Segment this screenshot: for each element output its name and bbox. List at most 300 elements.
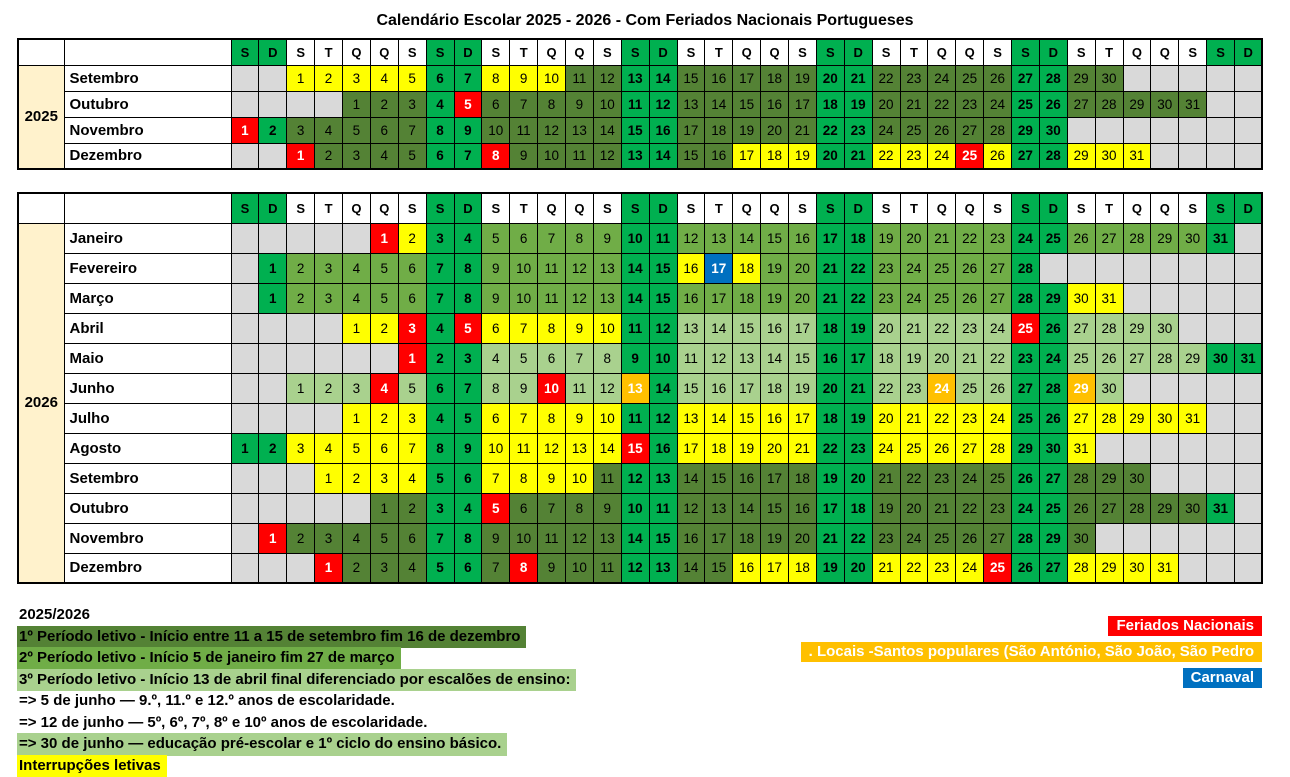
day-cell: 2 — [398, 223, 426, 253]
day-cell: 23 — [872, 283, 900, 313]
day-cell: 27 — [1095, 493, 1123, 523]
weekday-header-cell: D — [259, 193, 287, 223]
weekday-header-cell: Q — [733, 39, 761, 65]
day-cell: 9 — [621, 343, 649, 373]
weekday-header-cell: Q — [928, 193, 956, 223]
weekday-header-cell: S — [1012, 193, 1040, 223]
day-cell: 22 — [928, 313, 956, 343]
day-cell: 30 — [1095, 65, 1123, 91]
month-label: Janeiro — [64, 223, 231, 253]
day-cell: 24 — [900, 253, 928, 283]
day-cell: 23 — [900, 143, 928, 169]
day-cell: 15 — [621, 117, 649, 143]
day-cell: 21 — [789, 433, 817, 463]
day-cell: 19 — [872, 493, 900, 523]
day-cell: 18 — [872, 343, 900, 373]
day-cell: 17 — [677, 433, 705, 463]
day-cell: 12 — [593, 143, 621, 169]
day-cell: 8 — [482, 65, 510, 91]
empty-cell — [1151, 143, 1179, 169]
month-row — [18, 493, 1262, 523]
day-cell: 24 — [872, 117, 900, 143]
legend-line-label: => 12 de junho — 5º, 6º, 7º, 8º e 10º anos de escolaridade. — [17, 712, 433, 735]
weekday-header-cell: S — [426, 193, 454, 223]
page-title: Calendário Escolar 2025 - 2026 - Com Feriados Nacionais Portugueses — [0, 0, 1290, 30]
day-cell: 3 — [343, 373, 371, 403]
day-cell: 7 — [482, 463, 510, 493]
day-cell: 22 — [816, 433, 844, 463]
corner-spacer — [18, 193, 64, 223]
day-cell: 23 — [872, 253, 900, 283]
empty-cell — [259, 65, 287, 91]
day-cell: 27 — [1039, 553, 1067, 583]
day-cell: 3 — [454, 343, 482, 373]
empty-cell — [1039, 253, 1067, 283]
day-cell: 13 — [705, 223, 733, 253]
weekday-header-cell: Q — [733, 193, 761, 223]
legend-line — [17, 712, 1290, 734]
weekday-header-cell: S — [872, 193, 900, 223]
day-cell: 28 — [1095, 403, 1123, 433]
day-cell: 13 — [705, 493, 733, 523]
day-cell: 16 — [733, 463, 761, 493]
empty-cell — [259, 143, 287, 169]
month-row — [18, 283, 1262, 313]
day-cell: 7 — [454, 65, 482, 91]
day-cell: 25 — [1012, 403, 1040, 433]
day-cell: 2 — [426, 343, 454, 373]
day-cell: 1 — [370, 493, 398, 523]
day-cell: 6 — [538, 343, 566, 373]
corner-spacer — [18, 39, 64, 65]
month-label: Outubro — [64, 493, 231, 523]
day-cell: 3 — [315, 523, 343, 553]
day-cell: 14 — [621, 523, 649, 553]
day-cell: 23 — [956, 91, 984, 117]
day-cell: 29 — [1012, 433, 1040, 463]
day-cell: 27 — [1012, 65, 1040, 91]
day-cell: 17 — [789, 403, 817, 433]
day-cell: 16 — [789, 223, 817, 253]
day-cell: 14 — [705, 403, 733, 433]
empty-cell — [1207, 253, 1235, 283]
day-cell: 30 — [1095, 143, 1123, 169]
day-cell: 16 — [761, 403, 789, 433]
weekday-header-cell: S — [872, 39, 900, 65]
day-cell: 19 — [761, 283, 789, 313]
day-cell: 27 — [1012, 373, 1040, 403]
month-label: Novembro — [64, 523, 231, 553]
day-cell: 16 — [677, 253, 705, 283]
empty-cell — [1095, 117, 1123, 143]
day-cell: 23 — [984, 493, 1012, 523]
day-cell: 18 — [789, 463, 817, 493]
day-cell: 6 — [482, 313, 510, 343]
empty-cell — [1179, 283, 1207, 313]
day-cell: 7 — [454, 143, 482, 169]
day-cell: 18 — [844, 493, 872, 523]
empty-cell — [343, 493, 371, 523]
day-cell: 11 — [593, 463, 621, 493]
day-cell: 2 — [287, 253, 315, 283]
day-cell: 22 — [816, 117, 844, 143]
month-label: Julho — [64, 403, 231, 433]
day-cell: 30 — [1123, 553, 1151, 583]
day-cell: 7 — [510, 91, 538, 117]
empty-cell — [1179, 373, 1207, 403]
day-cell: 18 — [816, 313, 844, 343]
legend-line-label: Interrupções letivas — [17, 755, 167, 777]
day-cell: 20 — [761, 117, 789, 143]
day-cell: 8 — [454, 283, 482, 313]
day-cell: 21 — [928, 223, 956, 253]
day-cell: 4 — [398, 463, 426, 493]
weekday-header-cell: S — [1012, 39, 1040, 65]
weekday-header-cell: S — [1179, 39, 1207, 65]
month-label: Outubro — [64, 91, 231, 117]
day-cell: 10 — [566, 463, 594, 493]
calendar-table-2026 — [17, 192, 1263, 584]
day-cell: 13 — [593, 523, 621, 553]
month-row — [18, 313, 1262, 343]
day-cell: 14 — [677, 463, 705, 493]
weekday-header-cell: Q — [343, 193, 371, 223]
day-cell: 18 — [733, 523, 761, 553]
weekday-header-cell: S — [1067, 39, 1095, 65]
day-cell: 27 — [956, 117, 984, 143]
weekday-header-cell: S — [287, 39, 315, 65]
day-cell: 15 — [705, 553, 733, 583]
day-cell: 25 — [1012, 313, 1040, 343]
day-cell: 10 — [510, 523, 538, 553]
day-cell: 26 — [1012, 553, 1040, 583]
day-cell: 20 — [872, 313, 900, 343]
day-cell: 24 — [900, 283, 928, 313]
day-cell: 25 — [984, 463, 1012, 493]
empty-cell — [1207, 283, 1235, 313]
day-cell: 19 — [900, 343, 928, 373]
day-cell: 13 — [621, 143, 649, 169]
day-cell: 15 — [761, 493, 789, 523]
day-cell: 20 — [789, 523, 817, 553]
day-cell: 19 — [789, 65, 817, 91]
day-cell: 22 — [844, 253, 872, 283]
day-cell: 28 — [1039, 65, 1067, 91]
empty-cell — [315, 343, 343, 373]
day-cell: 4 — [482, 343, 510, 373]
day-cell: 9 — [566, 403, 594, 433]
day-cell: 11 — [510, 433, 538, 463]
empty-cell — [1151, 463, 1179, 493]
day-cell: 13 — [593, 283, 621, 313]
day-cell: 23 — [928, 553, 956, 583]
day-cell: 24 — [928, 65, 956, 91]
weekday-header-cell: S — [816, 39, 844, 65]
day-cell: 9 — [482, 253, 510, 283]
day-cell: 12 — [566, 253, 594, 283]
month-row — [18, 117, 1262, 143]
empty-cell — [1123, 433, 1151, 463]
empty-cell — [1235, 223, 1263, 253]
day-cell: 2 — [315, 373, 343, 403]
day-cell: 17 — [733, 143, 761, 169]
day-cell: 1 — [370, 223, 398, 253]
empty-cell — [1235, 117, 1263, 143]
year-label: 2025 — [18, 65, 64, 169]
day-cell: 2 — [315, 143, 343, 169]
day-cell: 29 — [1151, 493, 1179, 523]
day-cell: 27 — [984, 283, 1012, 313]
day-cell: 29 — [1067, 143, 1095, 169]
empty-cell — [1123, 523, 1151, 553]
day-cell: 12 — [649, 91, 677, 117]
empty-cell — [1235, 253, 1263, 283]
day-cell: 22 — [928, 403, 956, 433]
empty-cell — [1235, 373, 1263, 403]
empty-cell — [1235, 403, 1263, 433]
day-cell: 12 — [538, 433, 566, 463]
empty-cell — [343, 343, 371, 373]
day-cell: 18 — [761, 143, 789, 169]
weekday-header-cell: S — [1067, 193, 1095, 223]
empty-cell — [1179, 463, 1207, 493]
day-cell: 26 — [956, 283, 984, 313]
weekday-header-cell: S — [231, 193, 259, 223]
day-cell: 6 — [454, 553, 482, 583]
day-cell: 21 — [844, 143, 872, 169]
day-cell: 29 — [1123, 403, 1151, 433]
weekday-header-cell: Q — [761, 193, 789, 223]
day-cell: 17 — [705, 253, 733, 283]
day-cell: 4 — [315, 117, 343, 143]
day-cell: 27 — [1067, 403, 1095, 433]
day-cell: 26 — [984, 65, 1012, 91]
day-cell: 20 — [761, 433, 789, 463]
day-cell: 29 — [1012, 117, 1040, 143]
day-cell: 9 — [454, 433, 482, 463]
weekday-header-cell: Q — [343, 39, 371, 65]
weekday-header-cell: D — [454, 39, 482, 65]
day-cell: 15 — [761, 223, 789, 253]
day-cell: 29 — [1039, 283, 1067, 313]
day-cell: 19 — [872, 223, 900, 253]
day-cell: 21 — [816, 253, 844, 283]
weekday-header-cell: T — [1095, 193, 1123, 223]
day-cell: 1 — [287, 65, 315, 91]
month-row — [18, 433, 1262, 463]
month-label: Abril — [64, 313, 231, 343]
calendar-table-2025 — [17, 38, 1263, 170]
empty-cell — [315, 403, 343, 433]
empty-cell — [287, 553, 315, 583]
day-cell: 16 — [705, 373, 733, 403]
day-cell: 9 — [538, 463, 566, 493]
weekday-header-cell: S — [984, 39, 1012, 65]
day-cell: 6 — [426, 143, 454, 169]
day-cell: 31 — [1067, 433, 1095, 463]
day-cell: 2 — [287, 283, 315, 313]
day-cell: 4 — [343, 523, 371, 553]
year-label: 2026 — [18, 223, 64, 583]
empty-cell — [1151, 65, 1179, 91]
day-cell: 25 — [956, 143, 984, 169]
day-cell: 15 — [649, 283, 677, 313]
weekday-header-cell: S — [621, 39, 649, 65]
empty-cell — [1179, 117, 1207, 143]
empty-cell — [231, 143, 259, 169]
day-cell: 10 — [593, 91, 621, 117]
weekday-header-cell: S — [398, 39, 426, 65]
weekday-header-cell: D — [649, 193, 677, 223]
weekday-header-cell: Q — [370, 193, 398, 223]
day-cell: 17 — [789, 91, 817, 117]
legend-line-label: 1º Período letivo - Início entre 11 a 15 de setembro fim 16 de dezembro — [17, 626, 526, 649]
legend-right — [34, 616, 1262, 694]
weekday-header-cell: Q — [566, 193, 594, 223]
day-cell: 26 — [1039, 91, 1067, 117]
empty-cell — [231, 343, 259, 373]
weekday-header-cell: T — [900, 193, 928, 223]
day-cell: 24 — [928, 143, 956, 169]
day-cell: 30 — [1067, 283, 1095, 313]
day-cell: 5 — [398, 143, 426, 169]
weekday-header-cell: S — [1179, 193, 1207, 223]
day-cell: 17 — [816, 223, 844, 253]
day-cell: 29 — [1123, 313, 1151, 343]
empty-cell — [1123, 65, 1151, 91]
day-cell: 20 — [816, 65, 844, 91]
day-cell: 29 — [1039, 523, 1067, 553]
weekday-header-cell: T — [510, 39, 538, 65]
day-cell: 1 — [259, 253, 287, 283]
day-cell: 24 — [1012, 223, 1040, 253]
empty-cell — [1207, 313, 1235, 343]
empty-cell — [315, 223, 343, 253]
day-cell: 5 — [370, 283, 398, 313]
day-cell: 16 — [677, 283, 705, 313]
day-cell: 2 — [398, 493, 426, 523]
day-cell: 8 — [538, 313, 566, 343]
weekday-header-cell: S — [677, 193, 705, 223]
day-cell: 17 — [844, 343, 872, 373]
empty-cell — [1235, 553, 1263, 583]
day-cell: 4 — [426, 313, 454, 343]
day-cell: 19 — [816, 463, 844, 493]
day-cell: 2 — [259, 117, 287, 143]
day-cell: 13 — [677, 313, 705, 343]
empty-cell — [287, 463, 315, 493]
day-cell: 13 — [733, 343, 761, 373]
day-cell: 23 — [900, 373, 928, 403]
day-cell: 5 — [370, 523, 398, 553]
day-cell: 4 — [315, 433, 343, 463]
day-cell: 24 — [984, 403, 1012, 433]
day-cell: 14 — [593, 117, 621, 143]
day-cell: 8 — [538, 403, 566, 433]
day-cell: 13 — [677, 91, 705, 117]
legend-color-key-row — [34, 668, 1262, 688]
day-cell: 23 — [844, 117, 872, 143]
legend-color-key-row — [34, 616, 1262, 636]
day-cell: 19 — [844, 313, 872, 343]
month-label: Setembro — [64, 65, 231, 91]
day-cell: 1 — [315, 463, 343, 493]
day-cell: 21 — [900, 403, 928, 433]
day-cell: 18 — [705, 117, 733, 143]
day-cell: 28 — [1039, 373, 1067, 403]
day-cell: 5 — [426, 463, 454, 493]
month-label: Dezembro — [64, 553, 231, 583]
day-cell: 30 — [1151, 91, 1179, 117]
day-cell: 9 — [593, 223, 621, 253]
day-cell: 13 — [649, 553, 677, 583]
day-cell: 22 — [844, 283, 872, 313]
day-cell: 22 — [984, 343, 1012, 373]
day-cell: 28 — [1012, 283, 1040, 313]
day-cell: 30 — [1123, 463, 1151, 493]
day-cell: 25 — [928, 283, 956, 313]
day-cell: 26 — [928, 433, 956, 463]
weekday-header-cell: Q — [956, 193, 984, 223]
weekday-header-cell: Q — [538, 39, 566, 65]
day-cell: 23 — [1012, 343, 1040, 373]
month-row — [18, 253, 1262, 283]
day-cell: 7 — [398, 117, 426, 143]
empty-cell — [1095, 523, 1123, 553]
weekday-header-cell: S — [816, 193, 844, 223]
weekday-header-cell: D — [1235, 193, 1263, 223]
day-cell: 10 — [538, 143, 566, 169]
empty-cell — [231, 223, 259, 253]
weekday-header-cell: S — [593, 193, 621, 223]
day-cell: 6 — [426, 65, 454, 91]
empty-cell — [1067, 253, 1095, 283]
day-cell: 7 — [566, 343, 594, 373]
day-cell: 5 — [343, 117, 371, 143]
day-cell: 30 — [1179, 223, 1207, 253]
day-cell: 28 — [1123, 223, 1151, 253]
day-cell: 17 — [705, 283, 733, 313]
day-cell: 3 — [287, 117, 315, 143]
day-cell: 1 — [231, 433, 259, 463]
day-cell: 8 — [538, 91, 566, 117]
day-cell: 27 — [984, 523, 1012, 553]
day-cell: 17 — [789, 313, 817, 343]
day-cell: 5 — [343, 433, 371, 463]
day-cell: 16 — [649, 117, 677, 143]
day-cell: 22 — [872, 373, 900, 403]
day-cell: 24 — [984, 91, 1012, 117]
empty-cell — [1207, 143, 1235, 169]
empty-cell — [1179, 65, 1207, 91]
empty-cell — [1123, 253, 1151, 283]
weekday-header-cell: S — [984, 193, 1012, 223]
day-cell: 8 — [482, 373, 510, 403]
day-cell: 25 — [928, 523, 956, 553]
day-cell: 26 — [1039, 403, 1067, 433]
day-cell: 14 — [705, 91, 733, 117]
month-label: Maio — [64, 343, 231, 373]
empty-cell — [1179, 553, 1207, 583]
empty-cell — [259, 343, 287, 373]
day-cell: 13 — [566, 117, 594, 143]
day-cell: 8 — [426, 433, 454, 463]
day-cell: 24 — [900, 523, 928, 553]
day-cell: 8 — [510, 553, 538, 583]
empty-cell — [315, 91, 343, 117]
day-cell: 15 — [621, 433, 649, 463]
day-cell: 21 — [872, 553, 900, 583]
